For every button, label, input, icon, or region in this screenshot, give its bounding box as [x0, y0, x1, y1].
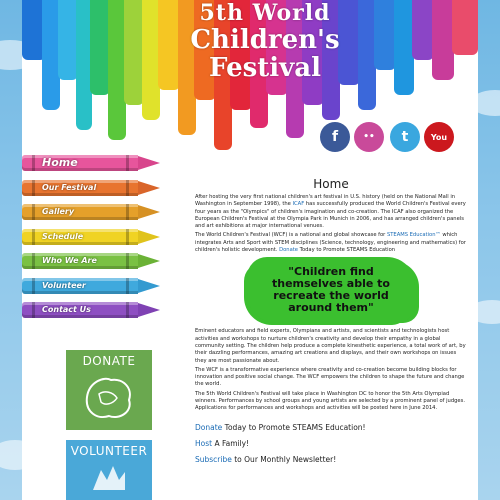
text: to Our Monthly Newsletter! — [231, 455, 337, 464]
nav-item-label: Home — [42, 156, 78, 169]
paint-drip — [158, 0, 180, 90]
donate-banner[interactable] — [66, 350, 152, 430]
site-title-line1: 5th World — [199, 0, 331, 26]
nav-item-label: Our Festival — [42, 182, 97, 192]
crayon-tip — [138, 205, 160, 219]
festival-paragraph: The 5th World Children's Festival will take place in Washington DC to honor the 5th Arts Olympiad winners. Performances by school groups and young artists are selected by a prominent panel of judges. Applications for performances and workshops and activities will be posted here in June 2014. — [195, 390, 465, 412]
nav-item-label: Gallery — [42, 207, 75, 216]
crayon-band — [32, 278, 35, 294]
cta-donate — [195, 420, 467, 436]
text: has successfully produced the World Children's Festival every four years as the "Olympics" of children's imagination and co-creation. The ICAF also organized the European Children's Festival at the Olympia Park in Munich in 2006, and has arranged children's panels and art exhibitions at major international venues. — [195, 201, 466, 230]
nav-item-gallery[interactable] — [22, 204, 162, 220]
nav-item-label: Contact Us — [42, 305, 91, 314]
crayon-band — [32, 253, 35, 269]
paint-drip — [452, 0, 478, 55]
quote-splash — [247, 257, 415, 323]
main-nav — [22, 155, 172, 327]
nav-item-contact-us[interactable] — [22, 302, 162, 318]
transformative-paragraph: The WCF is a transformative experience where creativity and co-creation become building blocks for innovation and positive social change. The WCF empowers the children to shape the future and change the world. — [195, 366, 465, 388]
paint-drip — [124, 0, 144, 105]
crayon-tip — [138, 181, 160, 195]
crayon-band — [126, 302, 129, 318]
intro-paragraph — [195, 194, 467, 230]
crayon-band — [32, 302, 35, 318]
nav-item-label: Schedule — [42, 231, 84, 241]
nav-item-label: Volunteer — [42, 280, 86, 290]
paint-drip — [338, 0, 360, 85]
educators-paragraph: Eminent educators and field experts, Olympians and artists, and scientists and technologists host activities and workshops to nurture children's creativity and develop their empathy in a global community setting. The children help produce a complete kinesthetic experience, a total work of art, by their dazzling performances, amazing art creations and displays, and their own workshops on issues they are most passionate about. — [195, 328, 466, 364]
crayon-tip — [138, 279, 160, 293]
quote-text: "Children find themselves able to recreate the world around them" — [272, 265, 390, 315]
twitter-icon[interactable]: t — [390, 122, 420, 152]
crayon-band — [126, 155, 129, 171]
youtube-icon[interactable]: You — [424, 122, 454, 152]
paint-drip — [394, 0, 414, 95]
crayon-band — [32, 180, 35, 196]
nav-item-label: Who We Are — [42, 256, 97, 265]
icaf-link[interactable]: ICAF — [292, 201, 305, 208]
header-banner — [22, 0, 478, 165]
crayon-band — [126, 278, 129, 294]
paint-drip — [90, 0, 110, 95]
crayon-band — [32, 155, 35, 171]
call-to-action-links — [195, 420, 467, 468]
crayon-band — [126, 253, 129, 269]
nav-item-volunteer[interactable] — [22, 278, 162, 294]
text: which integrates Arts and Sport with STEM disciplines (Science, technology, engineering and mathematics) for children's holistic development. — [195, 232, 466, 254]
crayon-tip — [138, 254, 160, 268]
donate-banner-label: DONATE — [82, 354, 136, 368]
hands-icon — [89, 462, 129, 492]
volunteer-banner-label: VOLUNTEER — [70, 444, 148, 458]
paint-drip — [412, 0, 434, 60]
crayon-tip — [138, 156, 160, 170]
steams-education-link[interactable]: STEAMS Education™ — [386, 232, 441, 239]
subscribe-cta-link[interactable]: Subscribe — [195, 455, 232, 464]
crayon-band — [32, 204, 35, 220]
text: After hosting the very first national children's art festival in U.S. history (held on the National Mall in Washington in September 1998), the — [195, 194, 456, 208]
crayon-band — [126, 229, 129, 245]
nav-item-our-festival[interactable] — [22, 180, 162, 196]
main-content — [195, 176, 467, 415]
paint-drip — [374, 0, 396, 70]
page-container — [22, 0, 478, 500]
paint-drip — [58, 0, 78, 80]
flickr-icon[interactable]: •• — [354, 122, 384, 152]
text: A Family! — [212, 439, 250, 448]
page-title: Home — [313, 177, 349, 191]
crayon-tip — [138, 230, 160, 244]
facebook-icon[interactable]: f — [320, 122, 350, 152]
crayon-band — [32, 229, 35, 245]
text: Today to Promote STEAMS Education! — [222, 423, 366, 432]
text: Today to Promote STEAMS Education — [298, 247, 396, 254]
donate-link[interactable]: Donate — [279, 247, 299, 254]
volunteer-banner[interactable] — [66, 440, 152, 500]
globe-hands-icon — [79, 372, 139, 422]
donate-cta-link[interactable]: Donate — [195, 423, 223, 432]
cta-host — [195, 436, 467, 452]
nav-item-schedule[interactable] — [22, 229, 162, 245]
nav-item-who-we-are[interactable] — [22, 253, 162, 269]
crayon-body — [22, 204, 138, 220]
crayon-body — [22, 155, 138, 171]
wcf-paragraph — [195, 232, 467, 254]
crayon-band — [126, 180, 129, 196]
nav-item-home[interactable] — [22, 155, 162, 171]
paint-drip — [432, 0, 454, 80]
crayon-band — [126, 204, 129, 220]
site-title-line3: Festival — [209, 53, 321, 83]
cta-subscribe — [195, 452, 467, 468]
host-cta-link[interactable]: Host — [195, 439, 213, 448]
site-title-line2: Children's — [190, 25, 340, 55]
text: The World Children's Festival (WCF) is a national and global showcase for — [195, 232, 387, 239]
site-title — [190, 0, 340, 112]
crayon-tip — [138, 303, 160, 317]
